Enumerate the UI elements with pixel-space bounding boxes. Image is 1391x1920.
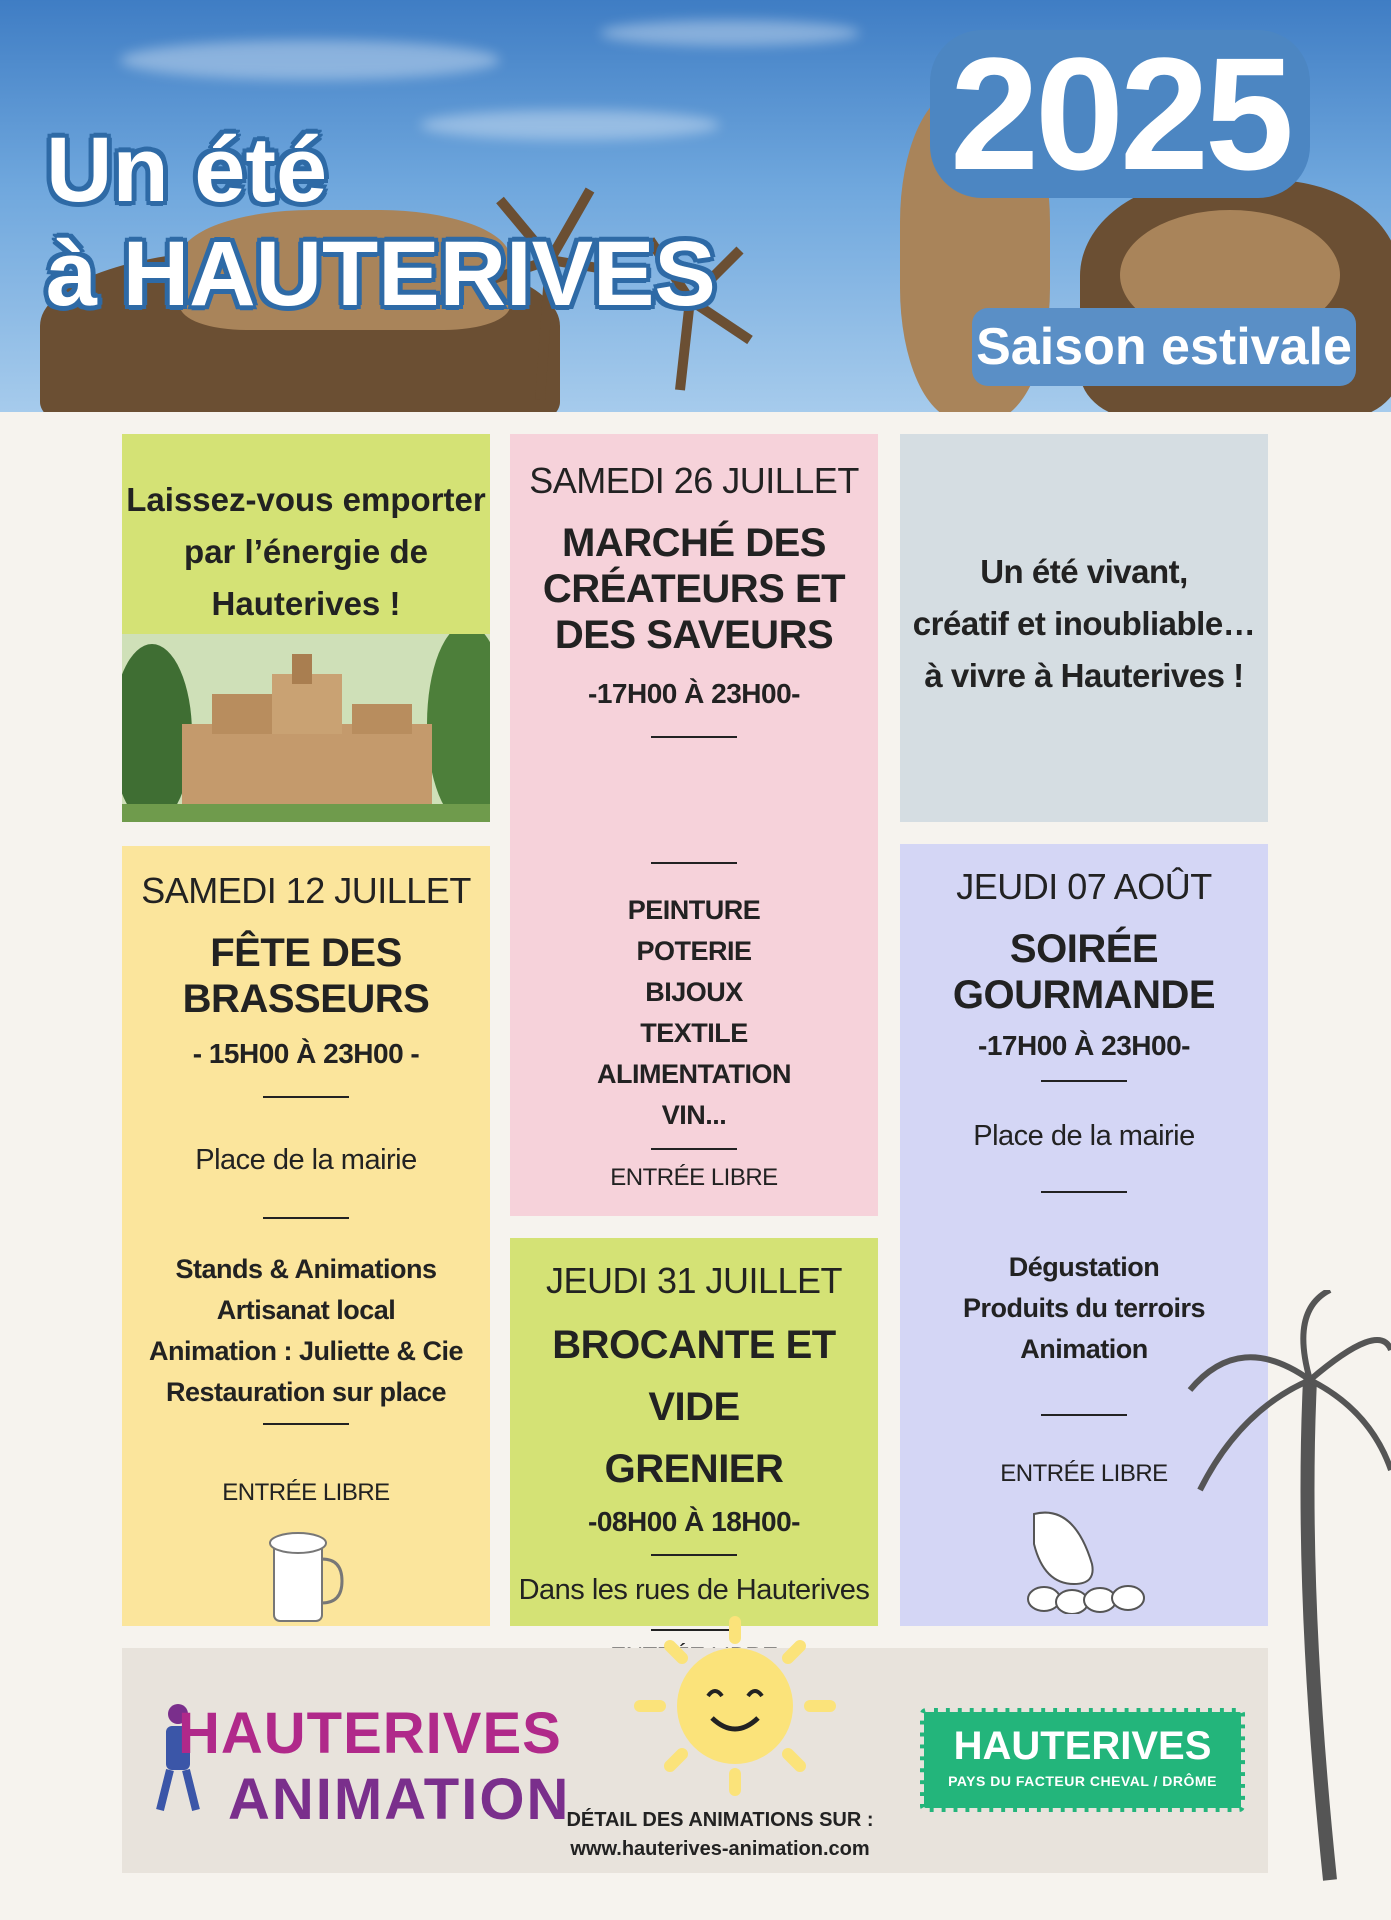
list-item: Stands & Animations	[175, 1254, 437, 1284]
event-card-brocante	[510, 1238, 878, 1626]
event-time: -17H00 À 23H00-	[978, 1030, 1190, 1061]
intro-line-2: par l’énergie de	[184, 533, 428, 570]
list-item: Animation : Juliette & Cie	[148, 1336, 464, 1366]
event-title-line: MARCHÉ DES	[562, 521, 826, 565]
event-place: Dans les rues de Hauterives	[518, 1574, 870, 1606]
event-date: JEUDI 31 JUILLET	[545, 1260, 843, 1301]
detail-line-1: DÉTAIL DES ANIMATIONS SUR :	[566, 1809, 874, 1831]
list-item: TEXTILE	[640, 1018, 748, 1048]
entry-info: ENTRÉE LIBRE	[610, 1164, 778, 1191]
tagline-line-3: à vivre à Hauterives !	[924, 657, 1244, 694]
page-title	[46, 118, 716, 326]
divider	[263, 1217, 349, 1219]
divider	[1041, 1414, 1127, 1416]
event-title-line: DES SAVEURS	[554, 613, 834, 657]
tagline-line-2: créatif et inoubliable…	[912, 605, 1256, 642]
list-item: Animation	[1020, 1334, 1148, 1364]
list-item: ALIMENTATION	[597, 1059, 791, 1089]
event-title-line: BRASSEURS	[182, 977, 430, 1021]
title-line-2: à HAUTERIVES	[46, 223, 716, 325]
tagline-line-1: Un été vivant,	[980, 553, 1188, 590]
tagline-card	[900, 434, 1268, 822]
event-date: SAMEDI 12 JUILLET	[141, 870, 471, 911]
event-place: Place de la mairie	[195, 1144, 417, 1176]
intro-line-3: Hauterives !	[211, 585, 401, 622]
list-item: Artisanat local	[216, 1295, 396, 1325]
divider	[651, 736, 737, 738]
divider	[651, 862, 737, 864]
title-line-1: Un été	[46, 119, 328, 221]
event-title-line: FÊTE DES	[210, 931, 402, 975]
item-list	[122, 1249, 490, 1413]
event-date: JEUDI 07 AOÛT	[956, 866, 1212, 907]
entry-info: ENTRÉE LIBRE	[1000, 1460, 1168, 1487]
divider	[1041, 1191, 1127, 1193]
list-item: VIN...	[661, 1100, 727, 1130]
hauterives-stamp-badge	[920, 1708, 1245, 1812]
badge-title: HAUTERIVES	[953, 1724, 1212, 1768]
event-card-brasseurs	[122, 846, 490, 1626]
divider	[651, 1554, 737, 1556]
event-title-line: GOURMANDE	[952, 973, 1216, 1017]
badge-subtitle: PAYS DU FACTEUR CHEVAL / DRÔME	[948, 1773, 1217, 1789]
event-time: -08H00 À 18H00-	[588, 1506, 800, 1537]
divider	[263, 1096, 349, 1098]
event-card-marche	[510, 434, 878, 1216]
cloud	[120, 40, 500, 80]
event-time: -17H00 À 23H00-	[588, 678, 800, 709]
animation-logo-line-1: HAUTERIVES	[178, 1701, 562, 1766]
divider	[1041, 1080, 1127, 1082]
website-link[interactable]: www.hauterives-animation.com	[570, 1838, 870, 1860]
event-title-line: GRENIER	[604, 1447, 784, 1491]
list-item: POTERIE	[636, 936, 752, 966]
beer-mug-icon	[266, 1525, 346, 1625]
entry-info: ENTRÉE LIBRE	[222, 1479, 390, 1506]
detail-text	[520, 1806, 920, 1864]
smiling-sun-icon	[620, 1616, 850, 1796]
intro-card	[122, 434, 490, 822]
list-item: BIJOUX	[645, 977, 743, 1007]
event-date: SAMEDI 26 JUILLET	[529, 460, 859, 501]
sausage-icon	[1014, 1504, 1154, 1614]
list-item: PEINTURE	[627, 895, 761, 925]
divider	[263, 1423, 349, 1425]
animation-logo-line-2: ANIMATION	[228, 1767, 571, 1832]
year-text: 2025	[950, 24, 1290, 203]
event-time: - 15H00 À 23H00 -	[192, 1038, 420, 1069]
event-title-line: BROCANTE ET VIDE	[552, 1323, 836, 1429]
item-list	[510, 890, 878, 1136]
season-badge: Saison estivale	[972, 308, 1356, 386]
list-item: Dégustation	[1008, 1252, 1160, 1282]
cloud	[600, 20, 860, 46]
intro-line-1: Laissez-vous emporter	[126, 481, 486, 518]
event-title-line: CRÉATEURS ET	[542, 567, 846, 611]
event-place: Place de la mairie	[973, 1120, 1195, 1152]
divider	[651, 1148, 737, 1150]
event-title-line: SOIRÉE	[1009, 927, 1159, 971]
list-item: Restauration sur place	[165, 1377, 447, 1407]
list-item: Produits du terroirs	[962, 1293, 1206, 1323]
palais-ideal-photo	[122, 634, 490, 822]
